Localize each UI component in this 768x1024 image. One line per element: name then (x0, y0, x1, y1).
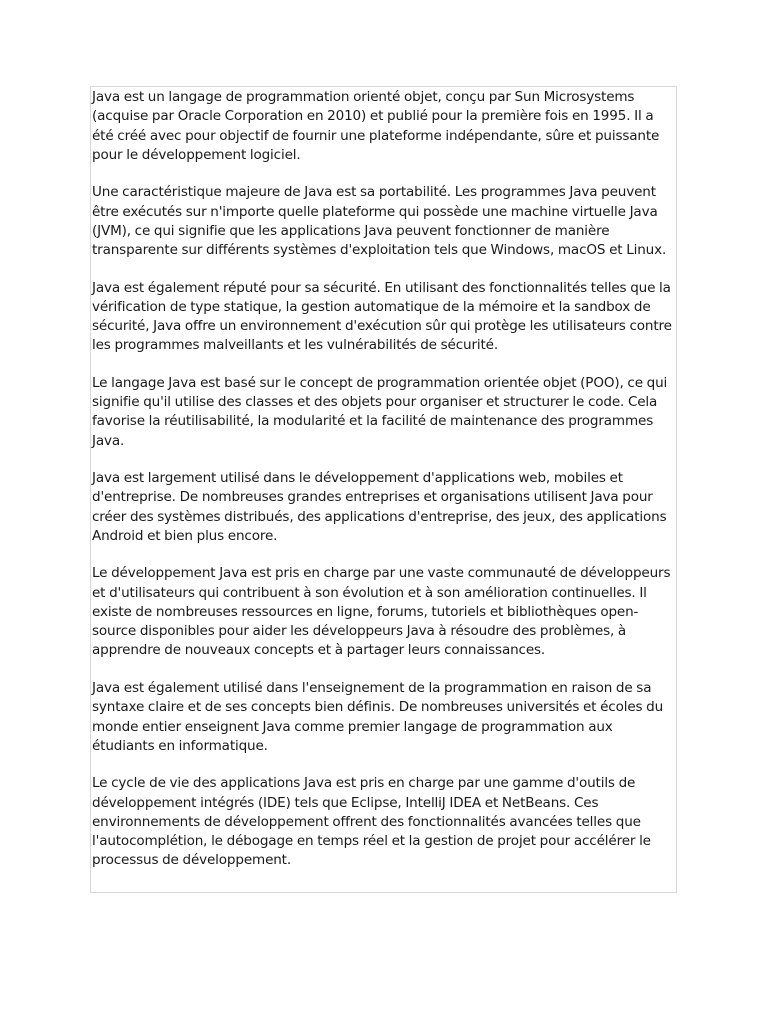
paragraph-education: Java est également utilisé dans l'enseignement de la programmation en raison de sa syntaxe claire et de ses concepts bien définis. De nombreuses universités et écoles du monde entier enseignent Java comme premier langage de programmation aux étudiants en informatique. (92, 680, 664, 754)
paragraph-oop: Le langage Java est basé sur le concept de programmation orientée objet (POO), ce qui signifie qu'il utilise des classes et des objets pour organiser et structurer le code. Cela favorise la réutilisabilité, la modularité et la facilité de maintenance des programmes Java. (92, 374, 668, 449)
paragraph-ide: Le cycle de vie des applications Java est pris en charge par une gamme d'outils de développement intégrés (IDE) tels que Eclipse, IntelliJ IDEA et NetBeans. Ces environnements de développement offrent des fonctionnalités avancées telles que l'autocomplétion, le débogage en temps réel et la gestion de projet pour accélérer le processus de développement. (92, 775, 651, 869)
paragraph-usage: Java est largement utilisé dans le développement d'applications web, mobiles et d'entreprise. De nombreuses grandes entreprises et organisations utilisent Java pour créer des systèmes distribués, des applications d'entreprise, des jeux, des applications Android et bien plus encore. (92, 470, 667, 544)
paragraph-portability: Une caractéristique majeure de Java est sa portabilité. Les programmes Java peuvent être exécutés sur n'importe quelle plateforme qui possède une machine virtuelle Java (JVM), ce qui signifie que les applications Java peuvent fonctionner de manière transparente sur différents systèmes d'exploitation tels que Windows, macOS et Linux. (92, 184, 667, 259)
document-text-box (90, 86, 677, 893)
paragraph-community: Le développement Java est pris en charge par une vaste communauté de développeurs et d'utilisateurs qui contribuent à son évolution et à son amélioration continuelles. Il existe de nombreuses ressources en ligne, forums, tutoriels et bibliothèques open-source disponibles pour aider les développeurs Java à résoudre des problèmes, à apprendre de nouveaux concepts et à partager leurs connaissances. (92, 565, 671, 659)
paragraph-security: Java est également réputé pour sa sécurité. En utilisant des fonctionnalités telles que la vérification de type statique, la gestion automatique de la mémoire et la sandbox de sécurité, Java offre un environnement d'exécution sûr qui protège les utilisateurs contre les programmes malveillants et les vulnérabilités de sécurité. (92, 279, 672, 354)
paragraph-java-intro: Java est un langage de programmation orienté objet, conçu par Sun Microsystems (acquise par Oracle Corporation en 2010) et publié pour la première fois en 1995. Il a été créé avec pour objectif de fournir une plateforme indépendante, sûre et puissante pour le développement logiciel. (92, 89, 660, 163)
